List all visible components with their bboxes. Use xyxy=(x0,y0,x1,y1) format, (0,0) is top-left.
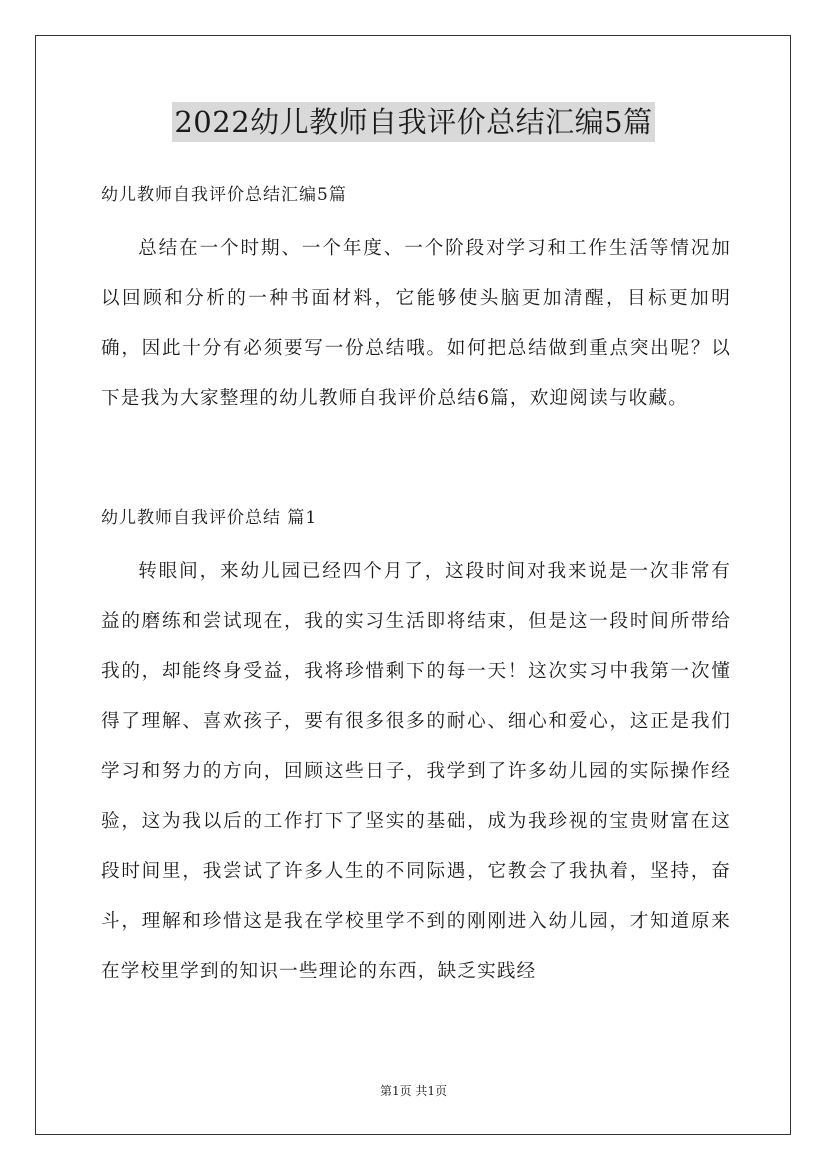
document-subtitle: 幼儿教师自我评价总结汇编5篇 xyxy=(101,185,347,205)
section-paragraph: 转眼间，来幼儿园已经四个月了，这段时间对我来说是一次非常有益的磨练和尝试现在，我的实习生活即将结束，但是这一段时间所带给我的，却能终身受益，我将珍惜剩下的每一天！这次实习中我第一次懂得了理解、喜欢孩子，要有很多很多的耐心、细心和爱心，这正是我们学习和努力的方向，回顾这些日子，我学到了许多幼儿园的实际操作经验，这为我以后的工作打下了坚实的基础，成为我珍视的宝贵财富在这段时间里，我尝试了许多人生的不同际遇，它教会了我执着，坚持，奋斗，理解和珍惜这是我在学校里学不到的刚刚进入幼儿园，才知道原来在学校里学到的知识一些理论的东西，缺乏实践经 xyxy=(101,561,731,982)
document-title xyxy=(0,102,827,142)
page-footer: 第1页 共1页 xyxy=(379,1084,448,1098)
intro-paragraph: 总结在一个时期、一个年度、一个阶段对学习和工作生活等情况加以回顾和分析的一种书面材料，它能够使头脑更加清醒，目标更加明确，因此十分有必须要写一份总结哦。如何把总结做到重点突出呢？以下是我为大家整理的幼儿教师自我评价总结6篇，欢迎阅读与收藏。 xyxy=(101,238,731,409)
document-title-text: 2022幼儿教师自我评价总结汇编5篇 xyxy=(172,102,654,142)
section-heading: 幼儿教师自我评价总结 篇1 xyxy=(101,508,318,528)
